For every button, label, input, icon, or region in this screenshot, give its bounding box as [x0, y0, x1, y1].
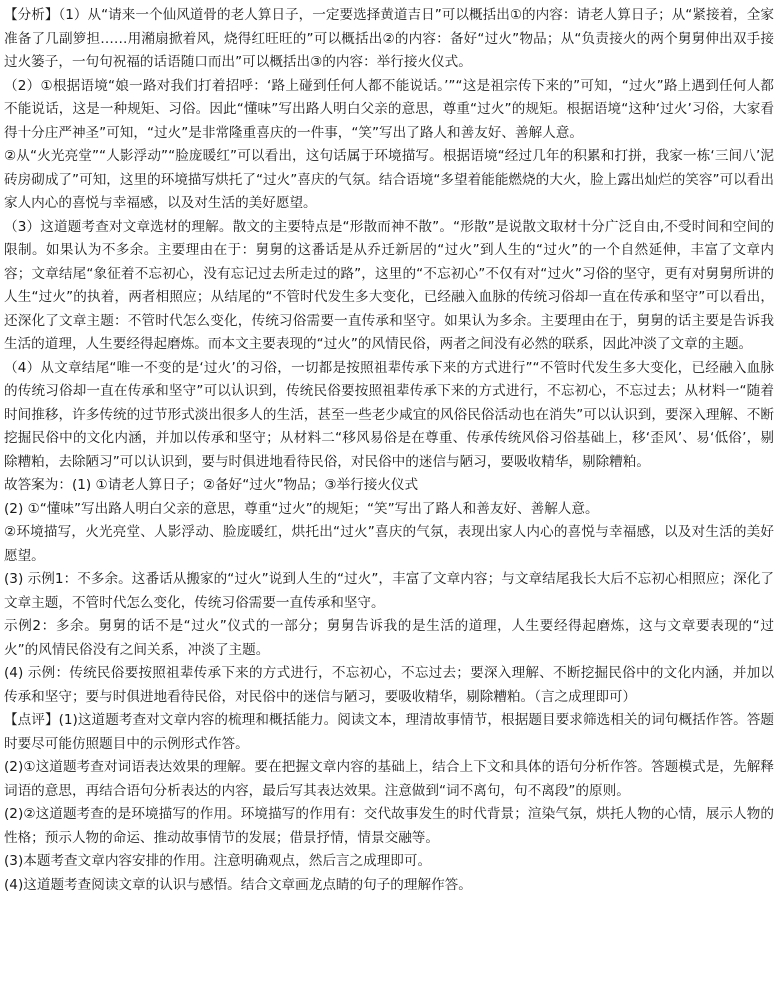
answer-3-example-2: 示例2：多余。舅舅的话不是“过火”仪式的一部分；舅舅告诉我的是生活的道理，人生要经得起磨炼，这与文章要表现的“过火”的风情民俗没有之间关系，冲淡了主题。 — [4, 618, 774, 658]
analysis-part-1: 【分析】（1）从“请来一个仙风道骨的老人算日子，一定要选择黄道吉日”可以概括出①的内容：请老人算日子；从“紧接着，全家准备了几副箩担……用潲扇掀着风，烧得红旺旺的”可以概括出②的内容：备好“过火”物品；从“负责接火的两个舅舅伸出双手接过火篓子，一句句祝福的话语随口而出”可以概括出③的内容：举行接火仪式。 — [4, 7, 774, 70]
comment-2-2: (2)②这道题考查的是环境描写的作用。环境描写的作用有：交代故事发生的时代背景；渲染气氛，烘托人物的心情，展示人物的性格；预示人物的命运、推动故事情节的发展；借景抒情，情景交融等。 — [4, 806, 774, 846]
analysis-part-4: （4）从文章结尾“唯一不变的是‘过火’的习俗，一切都是按照祖辈传承下来的方式进行”“不管时代发生多大变化，已经融入血脉的传统习俗却一直在传承和坚守”可以认识到，传统民俗要按照祖辈传承下来的方式进行，不忘初心，不忘过去；从材料一“随着时间推移，许多传统的过节形式淡出很多人的生活，甚至一些老少咸宜的风俗民俗活动也在消失”可以认识到，要深入理解、不断挖掘民俗中的文化内涵，并加以传承和坚守；从材料二“移风易俗是在尊重、传承传统风俗习俗基础上，移‘歪风’、易‘低俗’，剔除糟粕，去除陋习”可以认识到，要与时俱进地看待民俗，对民俗中的迷信与陋习，要吸收精华，剔除糟粕。 — [4, 359, 774, 470]
analysis-part-2-1: （2）①根据语境“娘一路对我们打着招呼：‘路上碰到任何人都不能说话。’”“这是祖宗传下来的”可知，“过火”路上遇到任何人都不能说话，这是一种规矩、习俗。因此“懂味”写出路人明白父亲的意思，尊重“过火”的规矩。根据语境“这种‘过火’习俗，大家看得十分庄严神圣”可知，“过火”是非常隆重喜庆的一件事，“笑”写出了路人和善友好、善解人意。 — [4, 77, 774, 141]
comment-3: (3)本题考查文章内容安排的作用。注意明确观点，然后言之成理即可。 — [4, 853, 432, 869]
comment-1: 【点评】(1)这道题考查对文章内容的梳理和概括能力。阅读文本，理清故事情节，根据题目要求筛选相关的词句概括作答。答题时要尽可能仿照题目中的示例形式作答。 — [4, 712, 774, 752]
answer-4: (4) 示例：传统民俗要按照祖辈传承下来的方式进行，不忘初心，不忘过去；要深入理解、不断挖掘民俗中的文化内涵，并加以传承和坚守；要与时俱进地看待民俗，对民俗中的迷信与陋习，要吸收精华，剔除糟粕。（言之成理即可） — [4, 665, 774, 705]
comment-2-1: (2)①这道题考查对词语表达效果的理解。要在把握文章内容的基础上，结合上下文和具体的语句分析作答。答题模式是，先解释词语的意思，再结合语句分析表达的内容，最后写其表达效果。注意做到“词不离句，句不离段”的原则。 — [4, 759, 774, 799]
answer-2-2: ②环境描写，火光亮堂、人影浮动、脸庞暖红，烘托出“过火”喜庆的气氛，表现出家人内心的喜悦与幸福感，以及对生活的美好愿望。 — [4, 524, 774, 564]
answer-3-example-1: (3) 示例1：不多余。这番话从搬家的“过火”说到人生的“过火”，丰富了文章内容；与文章结尾我长大后不忘初心相照应；深化了文章主题，不管时代怎么变化，传统习俗需要一直传承和坚守。 — [4, 571, 774, 611]
analysis-part-2-2: ②从“火光亮堂”“人影浮动”“脸庞暖红”可以看出，这句话属于环境描写。根据语境“经过几年的积累和打拼，我家一栋‘三间八’泥砖房砌成了”可知，这里的环境描写烘托了“过火”喜庆的气氛。结合语境“多望着能能燃烧的大火，脸上露出灿烂的笑容”可以看出家人内心的喜悦与幸福感，以及对生活的美好愿望。 — [4, 148, 774, 211]
comment-4: (4)这道题考查阅读文章的认识与感悟。结合文章画龙点睛的句子的理解作答。 — [4, 876, 472, 893]
answer-2-1: (2) ①“懂味”写出路人明白父亲的意思，尊重“过火”的规矩；“笑”写出了路人和善友好、善解人意。 — [4, 500, 599, 517]
analysis-part-3: （3）这道题考查对文章选材的理解。散文的主要特点是“形散而神不散”。“形散”是说散文取材十分广泛自由,不受时间和空间的限制。如果认为不多余。主要理由在于：舅舅的这番话是从乔迁新居的“过火”到人生的“过火”的一个自然延伸，丰富了文章内容；文章结尾“象征着不忘初心，没有忘记过去所走过的路”，这里的“不忘初心”不仅有对“过火”习俗的坚守，更有对舅舅所讲的人生“过火”的执着，两者相照应；从结尾的“不管时代发生多大变化，已经融入血脉的传统习俗却一直在传承和坚守”可以看出，还深化了文章主题：不管时代怎么变化，传统习俗需要一直传承和坚守。如果认为多余。主要理由在于，舅舅的话主要是告诉我生活的道理，人生要经得起磨炼。而本文主要表现的“过火”的风情民俗，两者之间没有必然的联系，因此冲淡了文章的主题。 — [4, 218, 774, 352]
answer-1: 故答案为：(1) ①请老人算日子；②备好“过火”物品；③举行接火仪式 — [4, 477, 419, 493]
